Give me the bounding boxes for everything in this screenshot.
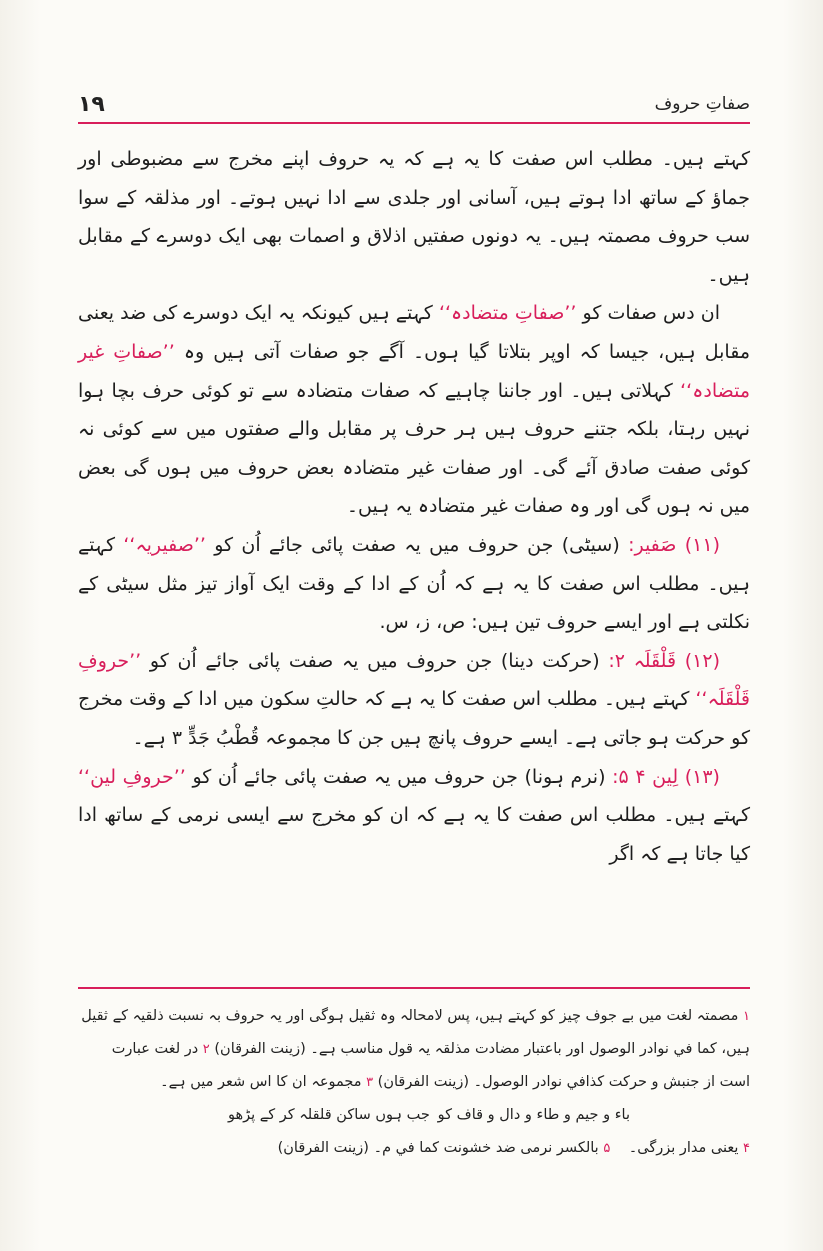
footnote-marker: ۳: [366, 1075, 374, 1090]
term-highlight: ’’صفاتِ متضادہ‘‘: [438, 302, 577, 325]
footnote-marker: ۵: [603, 1141, 611, 1156]
text-run: (سیٹی) جن حروف میں یہ صفت پائی جائے اُن کو: [214, 533, 620, 556]
term-highlight: ’’صفاتِ غیر متضادہ‘‘: [78, 340, 750, 402]
section-heading: (۱۱) صَفیر:: [628, 533, 720, 556]
section-heading: (۱۲) قَلْقَلَہ ۲:: [608, 649, 720, 672]
verse-line: جب ہوں ساکن قلقلہ کر کے پڑھو: [228, 1107, 430, 1123]
text-run: (حرکت دینا) جن حروف میں یہ صفت پائی جائے اُن کو: [149, 649, 600, 672]
footnote-marker: ۲: [202, 1042, 210, 1057]
footnote-4-5: [78, 1132, 750, 1165]
footnote-text: یعنی مدار بزرگی۔: [628, 1140, 739, 1156]
text-run: کہتے ہیں کیونکہ یہ ایک دوسرے کی ضد یعنی مقابل ہیں، جیسا کہ اوپر بتلاتا گیا ہوں۔ آگے جو صفات آتی ہیں وہ: [78, 302, 751, 363]
page-header: [78, 90, 750, 120]
footnotes: [78, 1000, 750, 1165]
paragraph-1: [78, 140, 750, 294]
text-run: ان دس صفات کو: [582, 302, 720, 325]
footnote-text: مصمتہ لغت میں بے جوف چیز کو کہتے ہیں، پس لامحالہ وہ ثقیل ہوگی اور یہ حروف بہ نسبت ذلقیہ کے ثقیل ہیں، کما في نوادر الوصول اور باعتبار مضادت مذلقہ یہ قول مناسب ہے۔ (زینت الفرقان): [81, 1008, 750, 1057]
term-highlight: ’’حروفِ لین‘‘: [78, 765, 186, 788]
term-highlight: ’’صفیریہ‘‘: [123, 533, 206, 556]
text-run: (نرم ہونا) جن حروف میں یہ صفت پائی جائے اُن کو: [192, 765, 606, 788]
running-title: صفاتِ حروف: [654, 94, 750, 114]
section-11: [78, 526, 750, 642]
section-13: [78, 758, 750, 874]
footnote-marker: ۴: [743, 1141, 750, 1156]
footnote-rule: [78, 987, 750, 989]
section-12: [78, 642, 750, 758]
page-number: ١٩: [78, 92, 105, 117]
footnote-text: مجموعہ ان کا اس شعر میں ہے۔: [160, 1074, 362, 1090]
section-heading: (۱۳) لِین ۴ ۵:: [612, 765, 720, 788]
text-run: کہتے ہیں۔ مطلب اس صفت کا یہ ہے کہ ان کو مخرج سے ایسی نرمی کے ساتھ ادا کیا جاتا ہے کہ اگر: [78, 804, 750, 865]
term-highlight: ’’حروفِ قَلْقَلَہ‘‘: [78, 649, 750, 711]
main-text: [78, 140, 750, 873]
paragraph-2: [78, 294, 750, 526]
footnote-text: در لغت عبارت است از جنبش و حرکت کذافي نوادر الوصول۔ (زینت الفرقان): [111, 1041, 750, 1090]
footnote-text: بالکسر نرمی ضد خشونت کما في م۔ (زینت الفرقان): [277, 1140, 599, 1156]
text-run: کہتے ہیں۔ مطلب اس صفت کا یہ ہے کہ اُن کے ادا کے وقت ایک آواز تیز مثل سیٹی کے نکلتی ہے اور ایسے حروف تین ہیں: ص، ز، س.: [78, 533, 750, 634]
verse-couplet: [78, 1099, 750, 1132]
paragraph-text: کہتے ہیں۔ مطلب اس صفت کا یہ ہے کہ یہ حروف اپنے مخرج سے مضبوطی اور جماؤ کے ساتھ ادا ہوتے ہیں، آسانی اور جلدی سے ادا نہیں ہوتے۔ اور مذلقہ کے سوا سب حروف مصمتہ ہیں۔ یہ دونوں صفتیں اذلاق و اصمات بھی ایک دوسرے کے مقابل ہیں۔: [78, 148, 750, 286]
footnote-1: [78, 1000, 750, 1099]
footnote-marker: ۱: [743, 1009, 750, 1024]
text-run: کہلاتی ہیں۔ اور جاننا چاہیے کہ صفات متضادہ سے تو کوئی حرف بچا ہوا نہیں رہتا، بلکہ جتنے حروف ہیں ہر حرف پر مقابل والے صفتوں میں سے کوئی نہ کوئی صفت صادق آئے گی۔ اور صفات غیر متضادہ بعض حروف میں ہوں گی بعض میں نہ ہوں گی اور وہ صفات غیر متضادہ یہ ہیں۔: [78, 379, 750, 518]
text-run: کہتے ہیں۔ مطلب اس صفت کا یہ ہے کہ حالتِ سکون میں ادا کے وقت مخرج کو حرکت ہو جاتی ہے۔ ایسے حروف پانچ ہیں جن کا مجموعہ قُطْبُ جَدٍّ ۳ ہے۔: [78, 688, 750, 749]
verse-line: باء و جیم و طاء و دال و قاف کو: [437, 1107, 630, 1123]
header-rule: [78, 122, 750, 124]
